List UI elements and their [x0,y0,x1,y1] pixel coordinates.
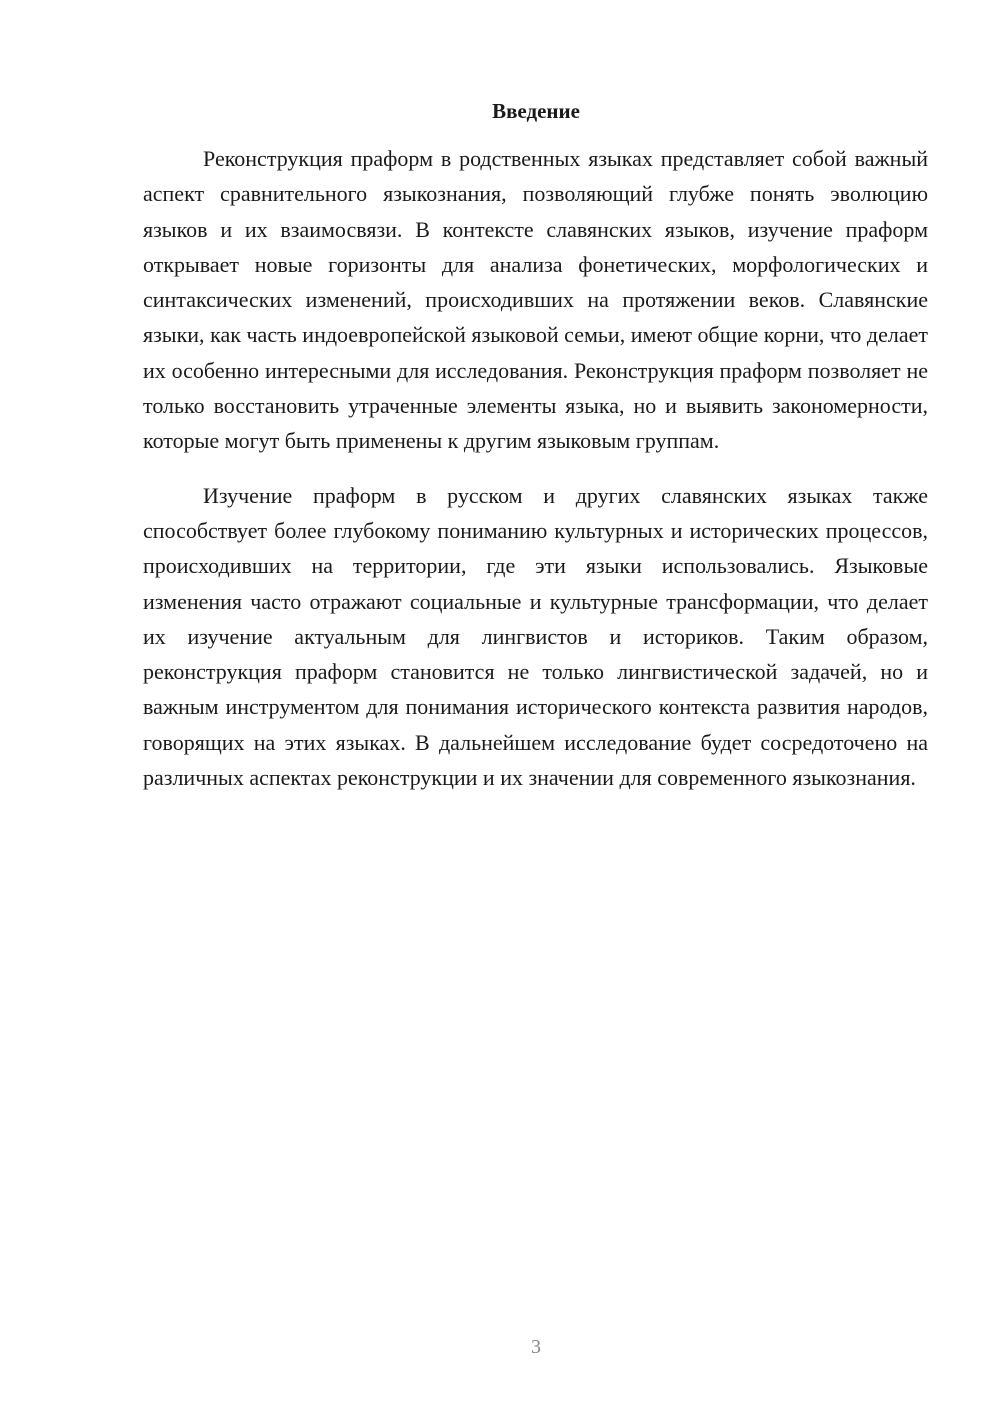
page-number: 3 [531,1336,541,1358]
body-text [143,141,928,795]
paragraph-2: Изучение праформ в русском и других славянских языках также способствует более глубокому пониманию культурных и исторических процессов, происходивших на территории, где эти языки использовались. Языковые изменения часто отражают социальные и культурные трансформации, что делает их изучение актуальным для лингвистов и историков. Таким образом, реконструкция праформ становится не только лингвистической задачей, но и важным инструментом для понимания исторического контекста развития народов, говорящих на этих языках. В дальнейшем исследование будет сосредоточено на различных аспектах реконструкции и их значении для современного языкознания. [143,482,928,791]
section-heading: Введение [492,99,580,123]
paragraph-1: Реконструкция праформ в родственных языках представляет собой важный аспект сравнительного языкознания, позволяющий глубже понять эволюцию языков и их взаимосвязи. В контексте славянских языков, изучение праформ открывает новые горизонты для анализа фонетических, морфологических и синтаксических изменений, происходивших на протяжении веков. Славянские языки, как часть индоевропейской языковой семьи, имеют общие корни, что делает их особенно интересными для исследования. Реконструкция праформ позволяет не только восстановить утраченные элементы языка, но и выявить закономерности, которые могут быть применены к другим языковым группам. [143,146,928,454]
